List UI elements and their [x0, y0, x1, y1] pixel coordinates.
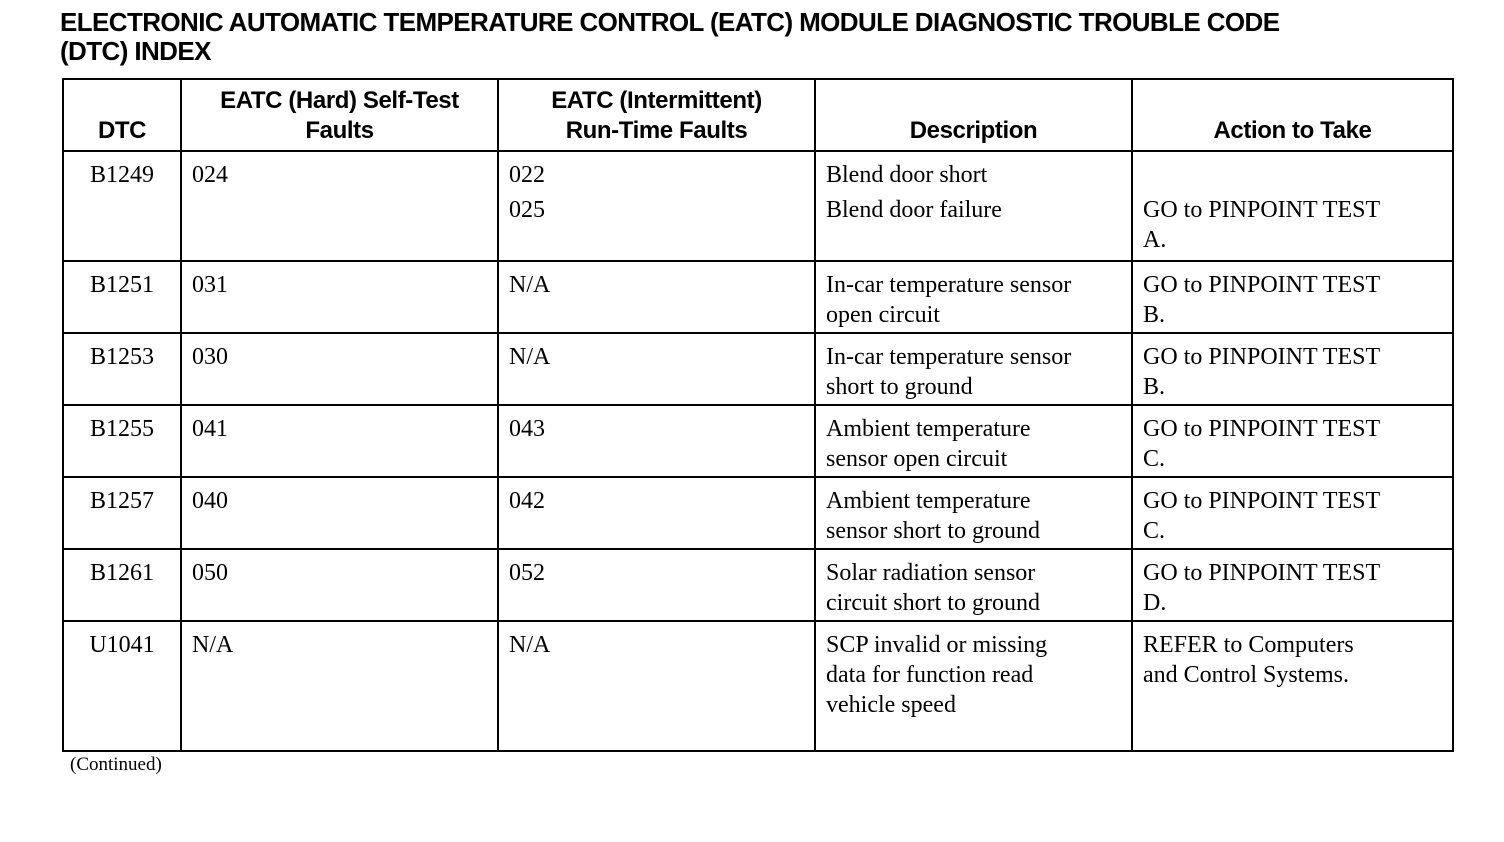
run-time-fault-cell: 022 025	[498, 151, 815, 261]
table-row	[63, 151, 1453, 261]
description-cell: Blend door short Blend door failure	[815, 151, 1132, 261]
dtc-code-cell: B1257	[63, 477, 181, 549]
table-row	[63, 621, 1453, 751]
action-cell: GO to PINPOINT TEST C.	[1132, 405, 1453, 477]
description-cell: In-car temperature sensor open circuit	[815, 261, 1132, 333]
hard-fault-cell: N/A	[181, 621, 498, 751]
description-cell: SCP invalid or missing data for function read vehicle speed	[815, 621, 1132, 751]
header-description: Description	[815, 79, 1132, 151]
table-row	[63, 549, 1453, 621]
description-cell: Ambient temperature sensor short to ground	[815, 477, 1132, 549]
run-time-fault-cell: N/A	[498, 621, 815, 751]
description-cell: Ambient temperature sensor open circuit	[815, 405, 1132, 477]
run-time-fault-cell: 043	[498, 405, 815, 477]
hard-fault-cell: 024	[181, 151, 498, 261]
hard-fault-cell: 040	[181, 477, 498, 549]
page-title-line-1: ELECTRONIC AUTOMATIC TEMPERATURE CONTROL (EATC) MODULE DIAGNOSTIC TROUBLE CODE	[60, 7, 1280, 37]
page-title-line-2: (DTC) INDEX	[60, 36, 211, 66]
dtc-code-cell: U1041	[63, 621, 181, 751]
header-action-to-take: Action to Take	[1132, 79, 1453, 151]
table-row	[63, 261, 1453, 333]
dtc-code-cell: B1261	[63, 549, 181, 621]
hard-fault-cell: 041	[181, 405, 498, 477]
run-time-fault-cell: N/A	[498, 333, 815, 405]
header-intermittent-run-time-faults: EATC (Intermittent) Run-Time Faults	[498, 79, 815, 151]
continued-note: (Continued)	[70, 754, 162, 775]
page-title	[60, 8, 1480, 66]
run-time-fault-cell: N/A	[498, 261, 815, 333]
action-cell: GO to PINPOINT TEST B.	[1132, 261, 1453, 333]
table-row	[63, 477, 1453, 549]
description-cell: In-car temperature sensor short to ground	[815, 333, 1132, 405]
dtc-index-table	[62, 78, 1454, 752]
run-time-fault-cell: 052	[498, 549, 815, 621]
action-cell: GO to PINPOINT TEST C.	[1132, 477, 1453, 549]
description-cell: Solar radiation sensor circuit short to ground	[815, 549, 1132, 621]
header-hard-self-test-faults: EATC (Hard) Self-Test Faults	[181, 79, 498, 151]
header-dtc: DTC	[63, 79, 181, 151]
hard-fault-cell: 031	[181, 261, 498, 333]
hard-fault-cell: 050	[181, 549, 498, 621]
dtc-code-cell: B1249	[63, 151, 181, 261]
action-cell: GO to PINPOINT TEST B.	[1132, 333, 1453, 405]
dtc-code-cell: B1251	[63, 261, 181, 333]
action-cell: GO to PINPOINT TEST D.	[1132, 549, 1453, 621]
action-cell: REFER to Computers and Control Systems.	[1132, 621, 1453, 751]
run-time-fault-cell: 042	[498, 477, 815, 549]
table-row	[63, 405, 1453, 477]
hard-fault-cell: 030	[181, 333, 498, 405]
action-cell: GO to PINPOINT TEST A.	[1132, 151, 1453, 261]
dtc-code-cell: B1253	[63, 333, 181, 405]
table-header-row	[63, 79, 1453, 151]
table-row	[63, 333, 1453, 405]
dtc-code-cell: B1255	[63, 405, 181, 477]
